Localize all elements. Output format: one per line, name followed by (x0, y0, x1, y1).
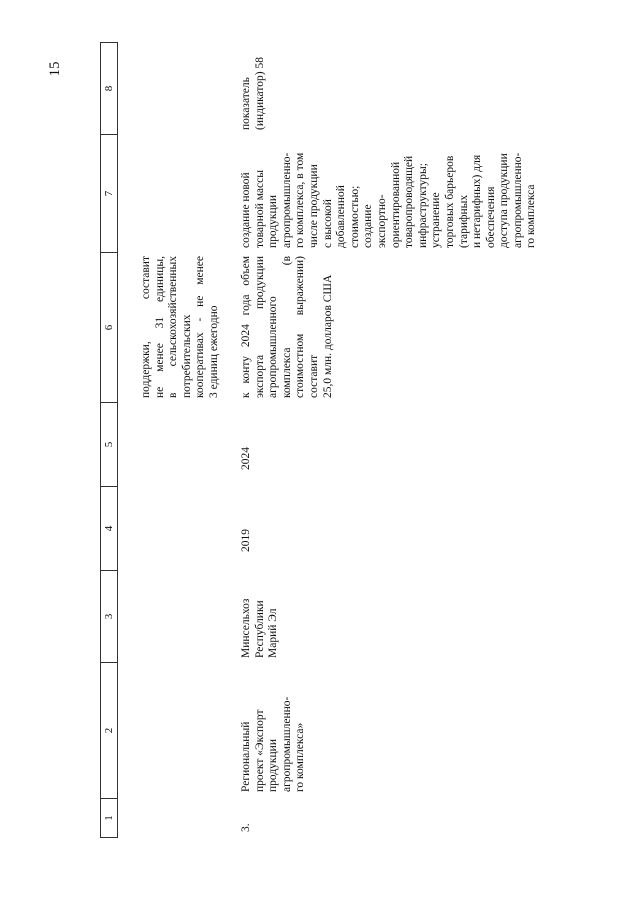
text-line: потребительских (180, 314, 193, 398)
text-line: обеспечения (484, 186, 497, 248)
text-line: Марий Эл (267, 608, 280, 658)
header-col-7: 7 (100, 134, 118, 252)
text-line: товарной массы (253, 170, 266, 248)
text-line: Региональный (240, 721, 252, 792)
row3-start-year: 2019 (240, 529, 252, 552)
text-line: го комплекса, в том (294, 152, 307, 248)
header-col-4: 4 (100, 486, 118, 570)
page-number: 15 (47, 61, 63, 77)
text-line: агропромышленно- (280, 152, 293, 248)
text-line: составит (307, 354, 320, 398)
text-line: Республики (253, 600, 266, 658)
text-line: устранение (430, 192, 443, 248)
text-line: ориентированной (389, 161, 402, 248)
text-line: 25,0 млн. долларов США (321, 274, 334, 398)
text-line: го комплекса (525, 184, 538, 248)
rotated-table (100, 42, 538, 838)
text-line: в сельскохозяйственных (167, 256, 180, 398)
text-line: (тарифных (457, 194, 470, 248)
text-line: проект «Экспорт (253, 709, 266, 792)
row3-indicator (240, 44, 267, 130)
row3-result (240, 256, 335, 398)
text-line: с высокой (321, 199, 334, 248)
text-line: создание новой (240, 172, 252, 248)
text-line: поддержки, составит (140, 256, 152, 398)
text-line: экспорта продукции (253, 256, 266, 398)
text-line: добавленной (335, 185, 348, 248)
text-line: стоимостном выражении) (294, 256, 307, 398)
text-line: кооперативах - не менее (194, 256, 207, 398)
text-line: показатель (240, 77, 252, 130)
continuation-col6 (140, 256, 222, 398)
text-line: инфраструктуры; (416, 163, 429, 248)
text-line: экспортно- (375, 194, 388, 248)
text-line: комплекса (в (280, 256, 293, 398)
text-line: не менее 31 единицы, (153, 256, 166, 398)
text-line: продукции (267, 195, 280, 248)
text-line: доступа продукции (498, 153, 511, 248)
row3-measures (240, 136, 539, 248)
text-line: го комплекса» (294, 722, 307, 792)
header-col-2: 2 (100, 662, 118, 798)
text-line: продукции (267, 739, 280, 792)
text-line: агропромышленного (267, 296, 280, 398)
text-line: создание (362, 204, 375, 248)
text-line: числе продукции (307, 164, 320, 248)
row3-end-year: 2024 (240, 447, 252, 470)
text-line: 3 единиц ежегодно (207, 305, 220, 398)
header-col-6: 6 (100, 252, 118, 402)
text-line: Минсельхоз (240, 598, 252, 658)
row3-number: 3. (240, 823, 252, 832)
text-line: и нетарифных) для (471, 154, 484, 248)
text-line: агропромышленно- (280, 696, 293, 792)
row3-responsible (240, 572, 281, 658)
header-col-5: 5 (100, 402, 118, 486)
text-line: (индикатор) 58 (253, 57, 266, 130)
text-line: стоимостью; (348, 185, 361, 248)
header-col-8: 8 (100, 42, 118, 134)
text-line: товаропроводящей (403, 155, 416, 248)
header-col-3: 3 (100, 570, 118, 662)
header-col-1: 1 (100, 798, 118, 838)
row3-project-name (240, 666, 308, 792)
text-line: агропромышленно- (511, 152, 524, 248)
text-line: торговых барьеров (443, 155, 456, 248)
text-line: к конту 2024 года объем (240, 256, 252, 398)
